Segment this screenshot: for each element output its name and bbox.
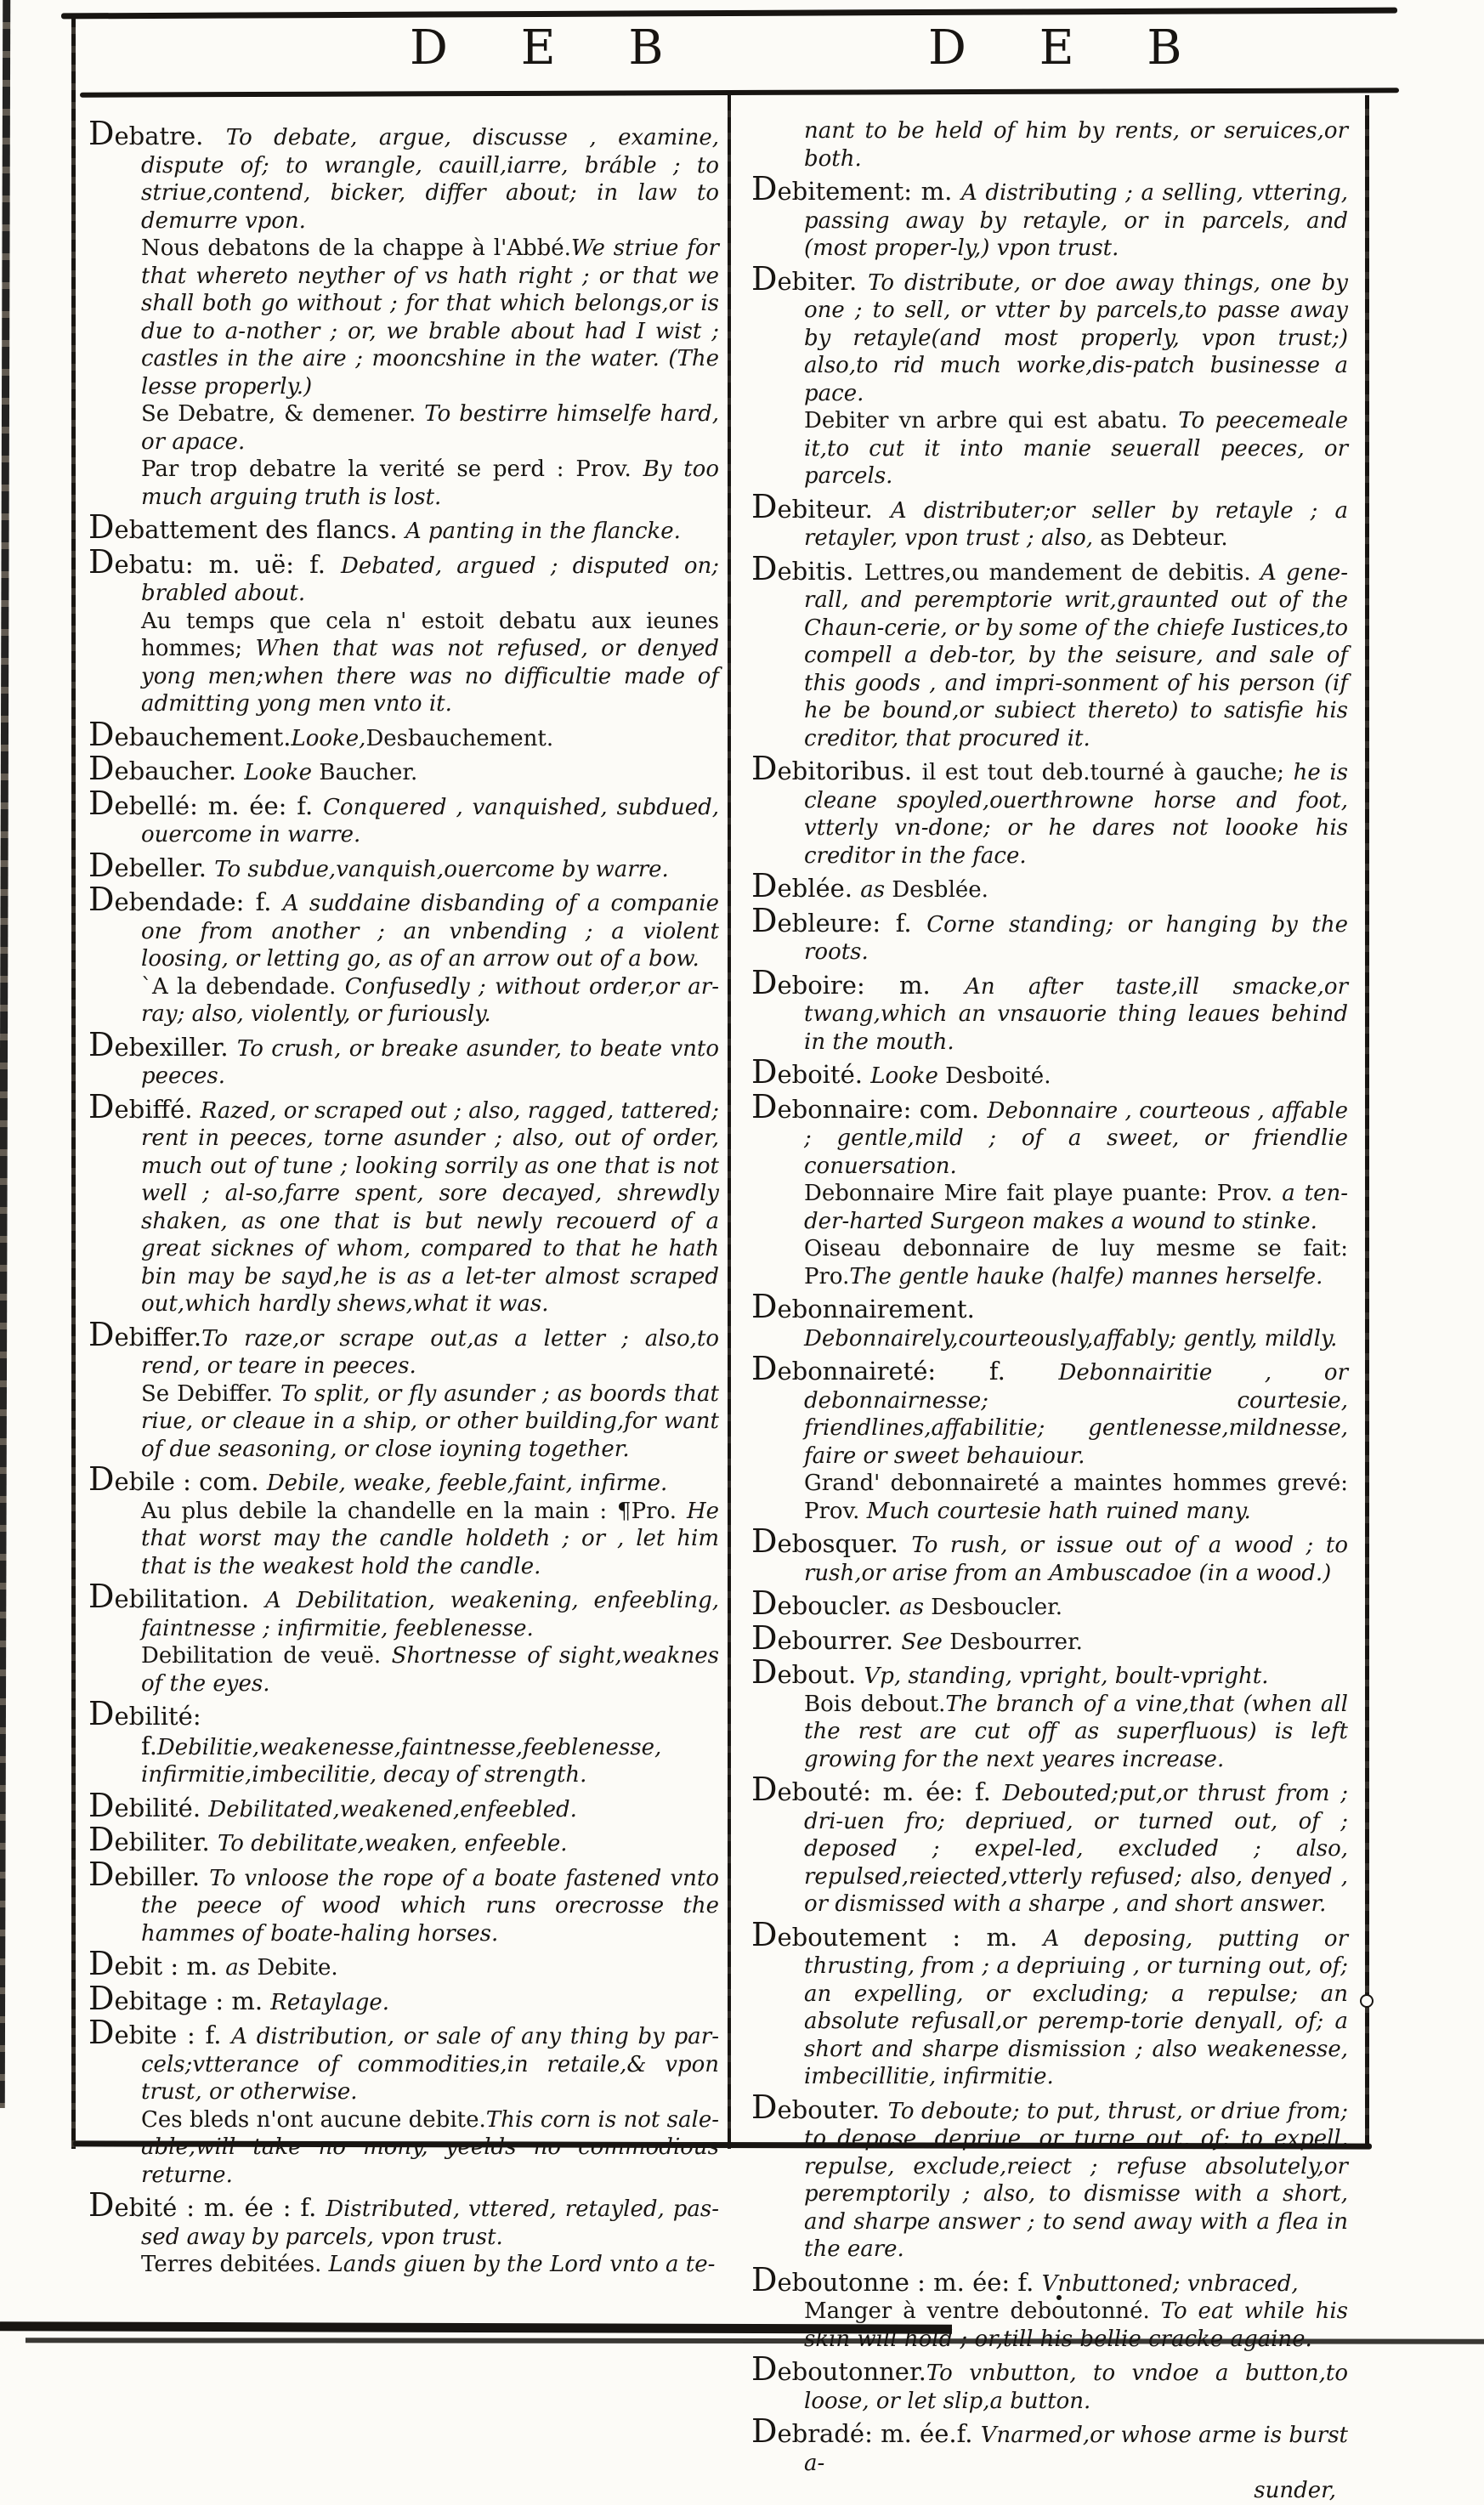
gloss-text: a ten-der-harted Surgeon makes a wound to stinke. [804, 1181, 1348, 1234]
dictionary-entry [751, 2412, 1348, 2477]
headword-initial: D [88, 2014, 115, 2051]
dictionary-entry [88, 456, 719, 511]
headword-initial: D [751, 1288, 778, 1325]
entry-text: Desboité. [945, 1063, 1051, 1089]
entry-text: Desbourrer. [949, 1629, 1083, 1655]
paper-mark [1360, 1994, 1374, 2008]
headword: ebitis. [777, 556, 864, 586]
dictionary-entry [751, 2260, 1348, 2298]
dictionary-entry [88, 1087, 719, 1318]
left-column [88, 117, 719, 2279]
headword-initial: D [751, 487, 778, 525]
headword: ebitoribus. [777, 757, 922, 785]
headword-initial: D [88, 1945, 115, 1982]
headword: ebourrer. [777, 1625, 902, 1655]
headword-initial: D [751, 1618, 778, 1657]
dictionary-entry [88, 1315, 719, 1380]
entry-text: Lettres,ou mandement de debitis. [864, 559, 1260, 586]
headword-initial: D [751, 549, 778, 587]
headword: ebitage : m. [114, 1986, 271, 2015]
dictionary-entry [88, 1380, 719, 1464]
headword-initial: D [751, 170, 778, 207]
running-head-right: D E B [928, 20, 1211, 76]
dictionary-entry [751, 963, 1348, 1057]
headword: ebeller. [114, 853, 215, 882]
entry-text: Par trop debatre la verité se perd : Prov. [141, 456, 643, 482]
gloss-text: The branch of a vine,that (when all the rest are cut off as superfluous) is left growing for the next yeares increase. [804, 1691, 1348, 1772]
gloss-text: See [901, 1629, 950, 1655]
dictionary-entry [88, 1947, 719, 1982]
gloss-text: A panting in the flancke. [405, 519, 681, 544]
headword: ebellé: m. ée: f. [114, 791, 324, 820]
continuation-line [751, 117, 1348, 173]
entry-text: Manger à ventre deboutonné. [804, 2298, 1161, 2324]
headword: eboutonner. [777, 2357, 926, 2386]
catchword-line [751, 2477, 1348, 2505]
headword: ebouter. [777, 2094, 888, 2124]
headword-initial: D [751, 1915, 778, 1953]
entry-text: Desboucler. [931, 1595, 1062, 1620]
entry-text: Desblée. [892, 877, 988, 903]
dictionary-entry [88, 883, 719, 973]
entry-text: Nous debatons de la chappe à l'Abbé. [141, 235, 571, 261]
gloss-text: Much courtesie hath ruined many. [866, 1498, 1251, 1524]
dictionary-entry [88, 846, 719, 884]
gloss-text: When that was not refused, or denyed yong men;when there was no difficultie made of admitting yong men vnto it. [141, 636, 719, 717]
entry-text: il est tout deb.tourné à gauche; [921, 760, 1294, 785]
gloss-text: Looke, [291, 725, 366, 751]
headword-initial: D [88, 750, 115, 787]
dictionary-entry [88, 117, 719, 235]
headword: ebendade: f. [114, 887, 283, 916]
gloss-text: Distributed, vttered, retayled, pas-sed away by parcels, vpon trust. [141, 2196, 719, 2250]
dictionary-entry [88, 2106, 719, 2190]
headword-initial: D [751, 1087, 778, 1125]
headword: ebiter. [777, 266, 869, 296]
gloss-text: To deboute; to put, thrust, or driue from; to depose, depriue, or turne out, of; to expell, repulse, exclude,reiect ; refuse absolutely,or peremptorily ; also, to dismisse with a short, and sharpe answer ; to send away with a flea in the eare. [804, 2098, 1348, 2262]
entry-text: Au plus debile la chandelle en la main : ¶Pro. [141, 1498, 687, 1524]
headword: ebiliter. [114, 1828, 218, 1856]
running-head-left: D E B [410, 20, 693, 76]
gloss-text: Conquered , vanquished, subdued, ouercome in warre. [141, 794, 719, 847]
entry-text: Debonnaire Mire fait playe puante: Prov. [804, 1181, 1283, 1206]
dictionary-entry [88, 1025, 719, 1091]
gloss-text: This corn is not sale-able,will take no mony, yeelds no commodious returne. [141, 2106, 719, 2188]
headword-initial: D [751, 1584, 778, 1622]
entry-text: Au temps que cela n' estoit debatu aux ieunes hommes; [141, 608, 719, 661]
gloss-text: The gentle hauke (halfe) mannes herselfe. [849, 1263, 1323, 1289]
headword: ebaucher. [114, 757, 245, 785]
gloss-text: To subdue,vanquish,ouercome by warre. [214, 856, 669, 882]
dictionary-entry [88, 1979, 719, 2017]
headword: ebité : m. ée : f. [114, 2193, 326, 2222]
headword-initial: D [751, 1053, 778, 1091]
headword-initial: D [88, 1786, 115, 1824]
dictionary-entry [88, 1460, 719, 1498]
column-divider-rule [728, 95, 731, 2149]
headword-initial: D [88, 115, 115, 152]
gloss-text: Debonnairitie , or debonnairnesse; courtesie, friendlines,affabilitie; gentlenesse,mildnesse, faire or sweet behauiour. [804, 1360, 1348, 1469]
entry-text: Terres debitées. [141, 2252, 329, 2277]
dictionary-entry [751, 1691, 1348, 1774]
gloss-text: A gene-rall, and peremptorie writ,graunted out of the Chaun-cerie, or by some of the chiefe Iustices,to compell a deb-tor, by the seisure, and sale of this goods , and impri-sonment of his person (if he be bound,or subiect thereto) to satisfie his creditor, that procured it. [804, 559, 1349, 751]
gloss-text: Looke [244, 760, 320, 785]
gloss-text: To debilitate,weaken, enfeeble. [217, 1831, 568, 1856]
headword: eboire: m. [777, 970, 966, 1000]
headword: ebilité: f. [114, 1702, 201, 1760]
headword: ebatre. [114, 122, 226, 150]
dictionary-entry [751, 752, 1348, 870]
headword: ebiffé. [114, 1094, 201, 1124]
gloss-text: We striue for that whereto neyther of vs hath right ; or that we shall both go without ; for that which belongs,or is due to a-nother ; or, we brable about had I wist ; castles in the aire ; mooncshine in the water. (The lesse properly.) [141, 235, 719, 400]
gloss-text: To bestirre himselfe hard, or apace. [141, 401, 719, 455]
headword: ebiffer. [114, 1322, 202, 1352]
headword: ebexiller. [114, 1032, 237, 1062]
gloss-text: To distribute, or doe away things, one by one ; to sell, or vtter by parcels,to passe away by retayle(and most properly, vpon trust;) also,to rid much worke,dis-patch businesse a pace. [804, 269, 1348, 406]
entry-text: Baucher. [319, 760, 418, 785]
headword-initial: D [88, 1025, 115, 1063]
dictionary-entry [88, 1498, 719, 1581]
headword: ebauchement. [114, 722, 292, 751]
headword: ebradé: m. ée.f. [777, 2419, 981, 2448]
dictionary-entry [751, 1087, 1348, 1181]
dictionary-entry [751, 259, 1348, 408]
gloss-text: To vnloose the rope of a boate fastened vnto the peece of wood which runs orecrosse the hammes of boate-haling horses. [141, 1865, 720, 1947]
headword-initial: D [88, 1821, 115, 1858]
headword: ebilité. [114, 1793, 209, 1822]
gloss-text: A distributer;or seller by retayle ; a retayler, vpon trust ; also, [804, 497, 1349, 551]
headword-initial: D [88, 881, 115, 918]
headword: ebile : com. [114, 1467, 267, 1496]
dictionary-entry [751, 1773, 1348, 1918]
headword: eboutonne : m. ée: f. [777, 2267, 1042, 2297]
headword-initial: D [88, 1695, 115, 1732]
headword: ebite : f. [114, 2020, 232, 2049]
headword: ebonnaireté: f. [777, 1357, 1059, 1386]
headword: ebiller. [114, 1862, 210, 1891]
dictionary-entry [88, 973, 719, 1029]
gloss-text: To peecemeale it,to cut it into manie seuerall peeces, or parcels. [804, 408, 1348, 489]
headword: eblée. [777, 874, 861, 903]
gloss-text: Debile, weake, feeble,faint, infirme. [266, 1471, 668, 1496]
gloss-text: Razed, or scraped out ; also, ragged, tattered; rent in peeces, torne asunder ; also, out of order, much out of tune ; looking sorrily as one that is not well ; al-so,farre spent, sore decayed, shrewdly shaken, as one that is but newly recouerd of a great sicknes of whom, compared to that he hath bin may be sayd,he is as a let-ter almost scraped out,which hardly shews,what it was. [141, 1097, 719, 1317]
gloss-text: To crush, or breake asunder, to beate vnto peeces. [141, 1035, 719, 1089]
dictionary-entry [751, 407, 1348, 490]
right-column [751, 117, 1348, 2505]
entry-text: Se Debiffer. [141, 1380, 280, 1407]
dictionary-entry [751, 1235, 1348, 1290]
headword: ebonnairement. [777, 1295, 975, 1323]
dictionary-entry [751, 1584, 1348, 1622]
headword: ebatu: m. uë: f. [114, 549, 342, 579]
left-border-rule [71, 15, 76, 2149]
headword-initial: D [88, 1855, 115, 1893]
dictionary-entry [88, 2016, 719, 2106]
headword-initial: D [751, 2260, 778, 2298]
gloss-text: Debonnairely,courteously,affably; gently, mildly. [804, 1325, 1338, 1352]
dictionary-entry [88, 2186, 719, 2251]
headword: ebit : m. [114, 1952, 226, 1981]
gloss-text: as [225, 1955, 258, 1981]
gloss-text: To eat while his skin will hold ; or,till his bellie cracke againe. [804, 2298, 1348, 2352]
dictionary-entry [88, 1580, 719, 1642]
dictionary-entry [88, 784, 719, 849]
dictionary-entry [751, 170, 1349, 263]
headword-initial: D [751, 750, 778, 787]
gloss-text: he is cleane spoyled,ouerthrowne horse and foot, vtterly vn-done; or he dares not loooke his creditor in the face. [804, 760, 1349, 869]
dictionary-entry [88, 400, 719, 456]
headword: ebiteur. [777, 494, 891, 524]
dictionary-entry [751, 1522, 1348, 1587]
dictionary-entry [751, 549, 1349, 753]
dictionary-entry [88, 235, 719, 400]
gloss-text: To raze,or scrape out,as a letter ; also,to rend, or teare in peeces. [141, 1325, 719, 1379]
entry-text: Oiseau debonnaire de luy mesme se fait: Pro. [804, 1236, 1348, 1289]
dictionary-entry [88, 752, 719, 787]
headword: ebattement des flancs. [114, 515, 405, 544]
gloss-text: By too much arguing truth is lost. [141, 456, 719, 510]
dictionary-entry [751, 1653, 1348, 1691]
header-rule [80, 88, 1399, 97]
gloss-text: nant to be held of him by rents, or seruices,or both. [804, 118, 1348, 172]
gloss-text: A suddaine disbanding of a companie one from another ; an vnbending ; a violent loosing, or letting go, as of an arrow out of a bow. [141, 891, 719, 972]
headword-initial: D [751, 1350, 778, 1387]
gloss-text: Debilitated,weakened,enfeebled. [208, 1796, 577, 1822]
gloss-text: Debonnaire , courteous , affable ; gentle,mild ; of a sweet, or friendlie conuersation. [804, 1097, 1348, 1179]
gloss-text: Debouted;put,or thrust from ; dri-uen fro; depriued, or turned out, of ; deposed ; expel-led, excluded ; also, repulsed,reiected,vtterly refused; also, denyed , or dismissed with a sharpe , and short answer. [804, 1781, 1348, 1917]
headword-initial: D [88, 784, 115, 822]
gloss-text: Retaylage. [270, 1989, 390, 2015]
headword-initial: D [751, 867, 778, 904]
headword: ebilitation. [114, 1584, 266, 1613]
gloss-text: He that worst may the candle holdeth ; or , let him that is the weakest hold the candle. [141, 1498, 719, 1579]
dictionary-entry [88, 1642, 719, 1697]
entry-text: Debilitation de veuë. [141, 1643, 392, 1669]
headword: ebonnaire: com. [777, 1094, 988, 1124]
headword-initial: D [751, 901, 778, 939]
headword: ebouté: m. ée: f. [777, 1777, 1003, 1806]
headword-initial: D [751, 2350, 778, 2388]
headword-initial: D [751, 2088, 778, 2126]
dictionary-entry [751, 1618, 1348, 1657]
dictionary-entry [88, 1786, 719, 1824]
headword-initial: D [751, 259, 778, 298]
dictionary-entry [751, 901, 1348, 966]
gloss-text: as [899, 1595, 932, 1620]
gloss-text: An after taste,ill smacke,or twang,which an vnsauorie thing leaues behind in the mouth. [804, 973, 1348, 1055]
headword: ebout. [777, 1660, 864, 1689]
headword-initial: D [751, 1522, 778, 1560]
entry-text: Debite. [257, 1955, 338, 1981]
headword-initial: D [751, 1771, 778, 1808]
dictionary-entry [88, 1823, 719, 1858]
gloss-text: Debated, argued ; disputed on; brabled about. [141, 553, 719, 606]
gloss-text: A distributing ; a selling, vttering, passing away by retayle, or in parcels, and (most proper-ly,) vpon trust. [804, 180, 1349, 261]
dictionary-entry [88, 1697, 719, 1789]
dictionary-entry [751, 2088, 1348, 2264]
gloss-text: Looke [870, 1063, 946, 1089]
dictionary-entry [751, 2298, 1348, 2353]
headword-initial: D [751, 2412, 778, 2450]
gloss-text: Confusedly ; without order,or ar-ray; also, violently, or furiously. [141, 973, 719, 1027]
dictionary-entry [751, 1180, 1348, 1235]
entry-text: Grand' debonnaireté a maintes hommes grevé: Prov. [804, 1471, 1348, 1524]
gloss-text: A distribution, or sale of any thing by par-cels;vtterance of commodities,in retaile,& vpon trust, or otherwise. [141, 2024, 719, 2105]
headword-initial: D [88, 1578, 115, 1615]
headword-initial: D [88, 2186, 115, 2224]
gloss-text: A deposing, putting or thrusting, from ; a depriuing , or turning out, of; an expelling, or excluding; a repulse; an absolute refusall,or peremp-torie denyall, of; a short and sharpe dismission ; also weakenesse, imbecillitie, infirmitie. [804, 1925, 1348, 2089]
entry-text: as Debteur. [1100, 525, 1228, 551]
entry-text: Se Debatre, & demener. [141, 401, 425, 427]
gloss-text: Lands giuen by the Lord vnto a te- [328, 2252, 716, 2277]
dictionary-entry [751, 867, 1348, 904]
entry-text: `A la debendade. [141, 973, 345, 1000]
headword: ebitement: m. [777, 177, 961, 206]
dictionary-entry [88, 715, 719, 753]
headword-initial: D [88, 1979, 115, 2017]
entry-text: Debiter vn arbre qui est abatu. [804, 408, 1179, 434]
dictionary-entry [751, 1915, 1348, 2091]
headword: eboucler. [777, 1591, 900, 1620]
headword-initial: D [88, 1087, 115, 1125]
headword-initial: D [88, 846, 115, 884]
dictionary-entry [751, 2350, 1348, 2415]
gloss-text: Vnbuttoned; vnbraced, [1041, 2270, 1299, 2297]
gloss-text: To vnbutton, to vndoe a button,to loose, or let slip,a button. [804, 2360, 1348, 2414]
gloss-text: To rush, or issue out of a wood ; to rush,or arise from an Ambuscadoe (in a wood.) [804, 1533, 1348, 1586]
headword: eboutement : m. [777, 1922, 1044, 1952]
gloss-text: To debate, argue, discusse , examine, dispute of; to wrangle, cauill,iarre, bráble ; to striue,contend, bicker, differ about; in law to demurre vpon. [141, 125, 719, 234]
headword-initial: D [88, 715, 115, 753]
right-border-rule [1365, 95, 1369, 2149]
dictionary-entry [751, 1352, 1348, 1470]
dictionary-entry [751, 487, 1349, 553]
headword: ebleure: f. [777, 908, 927, 938]
dictionary-entry [88, 608, 719, 718]
dictionary-entry [88, 508, 719, 546]
gloss-text: Corne standing; or hanging by the roots. [804, 911, 1348, 965]
headword-initial: D [751, 963, 778, 1001]
page-left-scan-edge [0, 0, 10, 2108]
dictionary-entry [751, 1290, 1348, 1352]
headword-initial: D [88, 508, 115, 546]
entry-text: Bois debout. [804, 1691, 946, 1717]
dictionary-entry [88, 2251, 719, 2279]
gloss-text: Shortnesse of sight,weaknes of the eyes. [141, 1643, 720, 1697]
headword: ebosquer. [777, 1529, 912, 1558]
dictionary-entry [88, 542, 719, 608]
gloss-text: A Debilitation, weakening, enfeebling, faintnesse ; infirmitie, feeblenesse. [141, 1588, 719, 1641]
headword: eboité. [777, 1060, 871, 1089]
headword-initial: D [88, 542, 115, 581]
gloss-text: sunder, [1254, 2478, 1336, 2503]
gloss-text: Debilitie,weakenesse,faintnesse,feeblenesse, infirmitie,imbecilitie, decay of strength. [141, 1734, 662, 1788]
dictionary-entry [751, 1053, 1348, 1091]
gloss-text: as [860, 877, 892, 903]
headword-initial: D [88, 1315, 115, 1353]
dictionary-entry [88, 1855, 720, 1948]
gloss-text: Vnarmed,or whose arme is burst a- [804, 2423, 1348, 2476]
gloss-text: To split, or fly asunder ; as boords that riue, or cleaue in a ship, or other building,for want of due seasoning, or close ioyning together. [141, 1380, 719, 1462]
headword-initial: D [88, 1460, 115, 1498]
headword-initial: D [751, 1653, 778, 1691]
gloss-text: Vp, standing, vpright, boult-vpright. [864, 1663, 1269, 1689]
top-frame-rule [61, 8, 1397, 20]
entry-text: Ces bleds n'ont aucune debite. [141, 2106, 486, 2133]
dictionary-entry [751, 1470, 1348, 1525]
entry-text: Desbauchement. [365, 725, 554, 751]
